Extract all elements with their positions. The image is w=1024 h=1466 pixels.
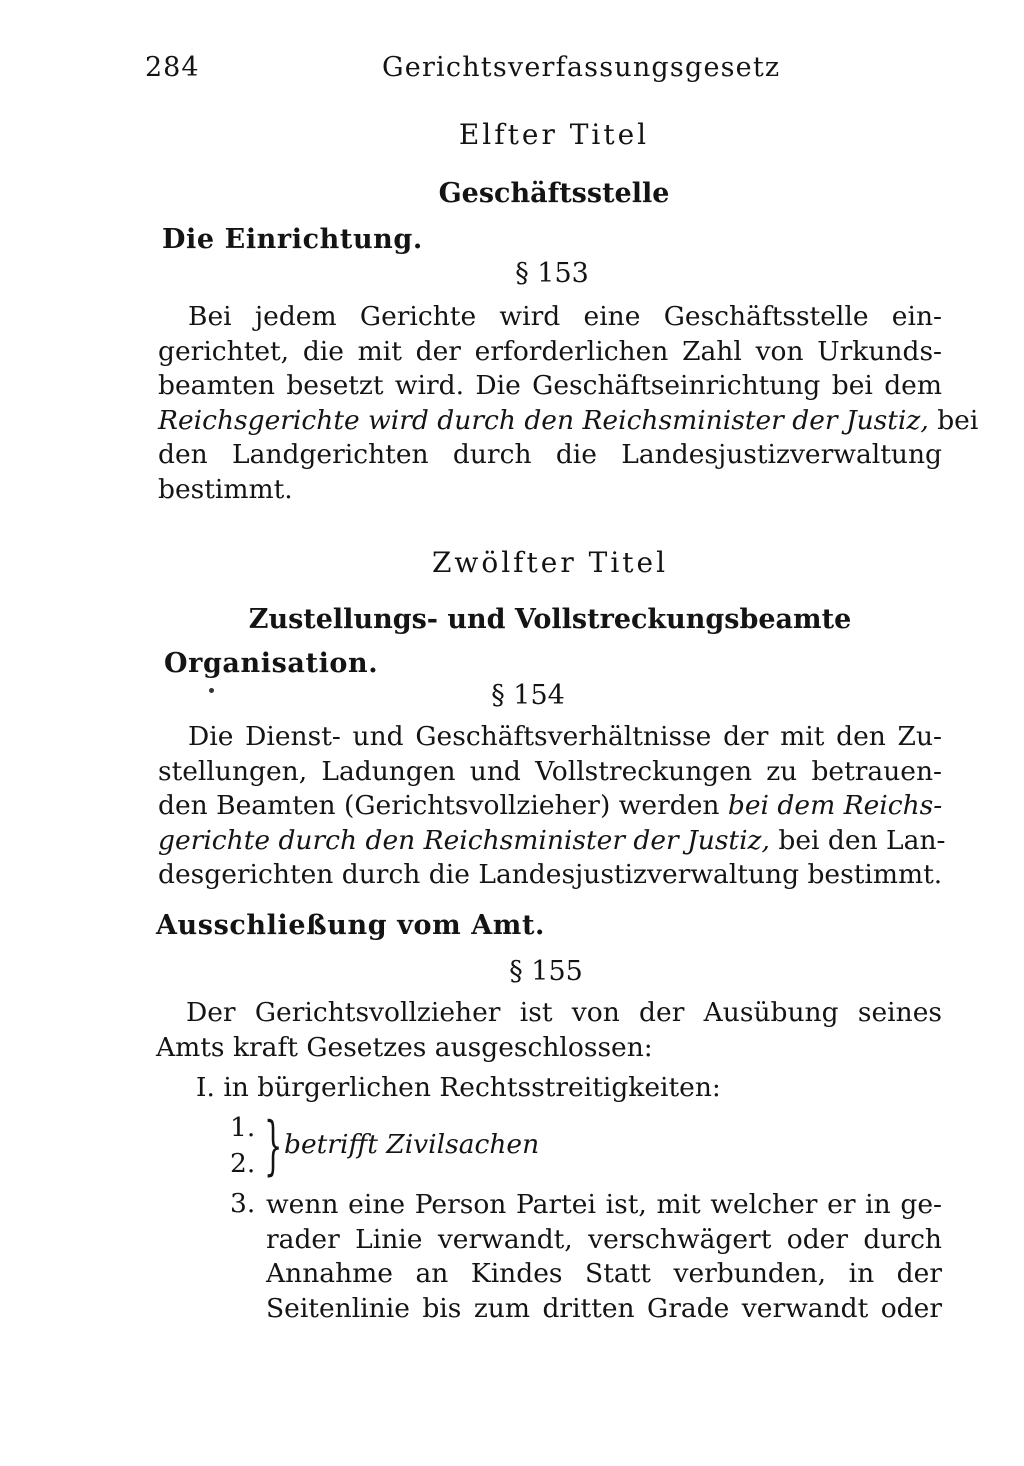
title-label-12: Zwölfter Titel bbox=[431, 546, 669, 579]
title-label-11: Elfter Titel bbox=[458, 118, 650, 151]
text-line: Der Gerichtsvollzieher ist von der Ausübung seines bbox=[186, 997, 942, 1028]
text-fragment: bei den Lan- bbox=[769, 824, 946, 856]
list-item-2: 2. bbox=[230, 1148, 256, 1179]
italic-text: gerichte durch den Reichsminister der Justiz, bbox=[158, 824, 770, 856]
list-item-3-body bbox=[266, 1188, 942, 1326]
brace-note: betrifft Zivilsachen bbox=[284, 1129, 540, 1160]
list-item-I: I. in bürgerlichen Rechtsstreitigkeiten: bbox=[196, 1072, 721, 1103]
text-line: den Landgerichten durch die Landesjustizverwaltung bbox=[158, 439, 942, 470]
italic-text: bei dem Reichs- bbox=[727, 790, 943, 821]
list-item-3-number: 3. bbox=[230, 1188, 256, 1219]
text-fragment: bei bbox=[928, 404, 979, 436]
paragraph-mark-153: § 153 bbox=[515, 258, 589, 289]
text-line: rader Linie verwandt, verschwägert oder durch bbox=[266, 1223, 942, 1255]
text-line bbox=[158, 789, 942, 824]
paragraph-154-body bbox=[158, 720, 946, 893]
text-line: Bei jedem Gerichte wird eine Geschäftsstelle ein- bbox=[188, 301, 942, 332]
side-heading-einrichtung: Die Einrichtung. bbox=[162, 224, 423, 255]
text-line: gerichtet, die mit der erforderlichen Zahl von Urkunds- bbox=[158, 335, 942, 367]
text-line: beamten besetzt wird. Die Geschäftseinrichtung bei dem bbox=[158, 370, 942, 401]
text-line: Die Dienst- und Geschäftsverhältnisse der mit den Zu- bbox=[188, 721, 942, 752]
title-name-12: Zustellungs- und Vollstreckungsbeamte bbox=[248, 604, 852, 635]
title-name-11: Geschäftsstelle bbox=[438, 178, 670, 209]
text-line: Amts kraft Gesetzes ausgeschlossen: bbox=[156, 1031, 653, 1063]
right-brace: } bbox=[264, 1109, 283, 1183]
paragraph-mark-154: § 154 bbox=[491, 680, 565, 711]
text-line: Seitenlinie bis zum dritten Grade verwandt oder bbox=[266, 1292, 942, 1324]
paragraph-155-body bbox=[156, 996, 942, 1065]
text-line bbox=[158, 404, 979, 439]
text-line: Annahme an Kindes Statt verbunden, in der bbox=[266, 1258, 942, 1289]
text-line: desgerichten durch die Landesjustizverwaltung bestimmt. bbox=[158, 859, 943, 890]
text-line: stellungen, Ladungen und Vollstreckungen zu betrauen- bbox=[158, 755, 942, 787]
running-title: Gerichtsverfassungsgesetz bbox=[382, 52, 781, 83]
text-line: bestimmt. bbox=[158, 473, 293, 505]
italic-text: Reichsgerichte wird durch den Reichsminister der Justiz, bbox=[158, 404, 929, 436]
page-number: 284 bbox=[145, 52, 200, 83]
side-heading-ausschliessung: Ausschließung vom Amt. bbox=[156, 910, 546, 941]
paragraph-mark-155: § 155 bbox=[509, 956, 583, 987]
text-line: wenn eine Person Partei ist, mit welcher er in ge- bbox=[266, 1189, 942, 1220]
paragraph-153-body bbox=[158, 300, 979, 507]
side-heading-organisation: Organisation. bbox=[164, 648, 379, 679]
list-item-1: 1. bbox=[230, 1112, 256, 1143]
text-line bbox=[158, 824, 946, 859]
text-fragment: den Beamten (Gerichtsvollzieher) werden bbox=[158, 790, 728, 821]
